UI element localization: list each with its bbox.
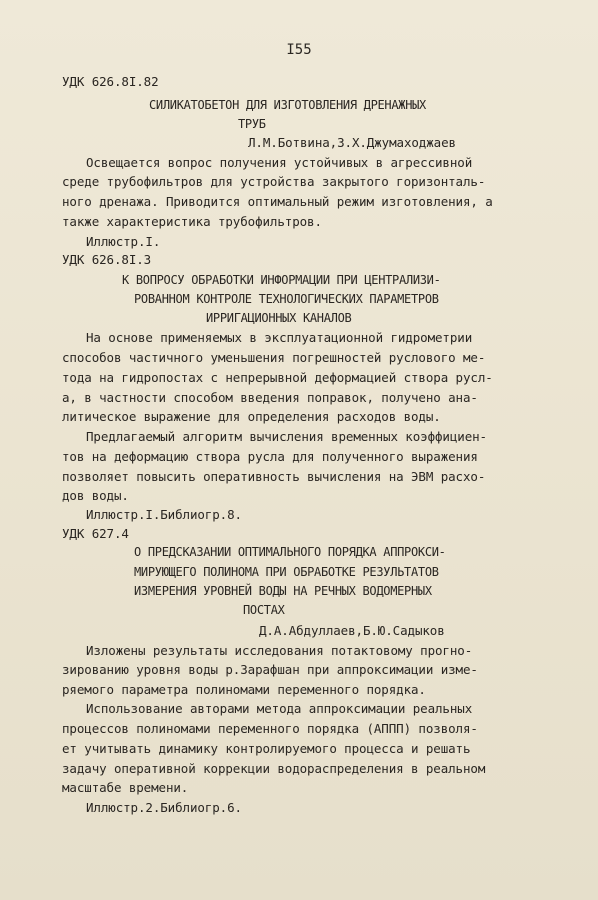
article-refs: Иллюстр.2.Библиогр.6. xyxy=(86,800,242,815)
abstract-line: литическое выражение для определения расходов воды. xyxy=(62,409,441,424)
abstract-line: процессов полиномами переменного порядка (АППП) позволя- xyxy=(62,721,478,736)
article-title-line: РОВАННОМ КОНТРОЛЕ ТЕХНОЛОГИЧЕСКИХ ПАРАМЕТРОВ xyxy=(134,292,439,306)
article-title-line: СИЛИКАТОБЕТОН ДЛЯ ИЗГОТОВЛЕНИЯ ДРЕНАЖНЫХ xyxy=(149,98,426,112)
article-title-line: ИЗМЕРЕНИЯ УРОВНЕЙ ВОДЫ НА РЕЧНЫХ ВОДОМЕРНЫХ xyxy=(134,584,432,598)
abstract-line: ряемого параметра полиномами переменного порядка. xyxy=(62,682,426,697)
article-title-line: МИРУЮЩЕГО ПОЛИНОМА ПРИ ОБРАБОТКЕ РЕЗУЛЬТАТОВ xyxy=(134,565,439,579)
article-title-line: ТРУБ xyxy=(238,117,266,131)
abstract-line: масштабе времени. xyxy=(62,780,189,795)
udc-code: УДК 626.8I.3 xyxy=(62,252,152,267)
abstract-line: также характеристика трубофильтров. xyxy=(62,214,322,229)
article-title-line: ИРРИГАЦИОННЫХ КАНАЛОВ xyxy=(206,311,352,325)
article-refs: Иллюстр.I. xyxy=(86,234,161,249)
abstract-line: тода на гидропостах с непрерывной деформацией створа русл- xyxy=(62,370,493,385)
abstract-line: дов воды. xyxy=(62,488,129,503)
abstract-line: ет учитывать динамику контролируемого процесса и решать xyxy=(62,741,471,756)
article-refs: Иллюстр.I.Библиогр.8. xyxy=(86,507,242,522)
article-title-line: К ВОПРОСУ ОБРАБОТКИ ИНФОРМАЦИИ ПРИ ЦЕНТРАЛИЗИ- xyxy=(122,273,441,287)
abstract-line: позволяет повысить оперативность вычисления на ЭВМ расхо- xyxy=(62,469,486,484)
article-authors: Д.А.Абдуллаев,Б.Ю.Садыков xyxy=(259,623,445,638)
udc-code: УДК 627.4 xyxy=(62,526,129,541)
abstract-line: способов частичного уменьшения погрешностей руслового ме- xyxy=(62,350,486,365)
article-authors: Л.М.Ботвина,З.Х.Джумаходжаев xyxy=(248,135,456,150)
abstract-line: задачу оперативной коррекции водораспределения в реальном xyxy=(62,761,486,776)
udc-code: УДК 626.8I.82 xyxy=(62,74,159,89)
abstract-line: среде трубофильтров для устройства закрытого горизонталь- xyxy=(62,174,486,189)
abstract-line: На основе применяемых в эксплуатационной гидрометрии xyxy=(86,330,473,345)
article-title-line: ПОСТАХ xyxy=(243,603,285,617)
abstract-line: Освещается вопрос получения устойчивых в агрессивной xyxy=(86,155,473,170)
abstract-line: а, в частности способом введения поправок, получено ана- xyxy=(62,390,478,405)
abstract-line: тов на деформацию створа русла для полученного выражения xyxy=(62,449,478,464)
page-number: I55 xyxy=(286,42,312,58)
abstract-line: зированию уровня воды р.Зарафшан при аппроксимации изме- xyxy=(62,662,478,677)
article-title-line: О ПРЕДСКАЗАНИИ ОПТИМАЛЬНОГО ПОРЯДКА АППРОКСИ- xyxy=(134,545,446,559)
abstract-line: Предлагаемый алгоритм вычисления временных коэффициен- xyxy=(86,429,487,444)
abstract-line: Изложены результаты исследования потактовому прогно- xyxy=(86,643,473,658)
abstract-line: Использование авторами метода аппроксимации реальных xyxy=(86,701,473,716)
abstract-line: ного дренажа. Приводится оптимальный режим изготовления, а xyxy=(62,194,493,209)
